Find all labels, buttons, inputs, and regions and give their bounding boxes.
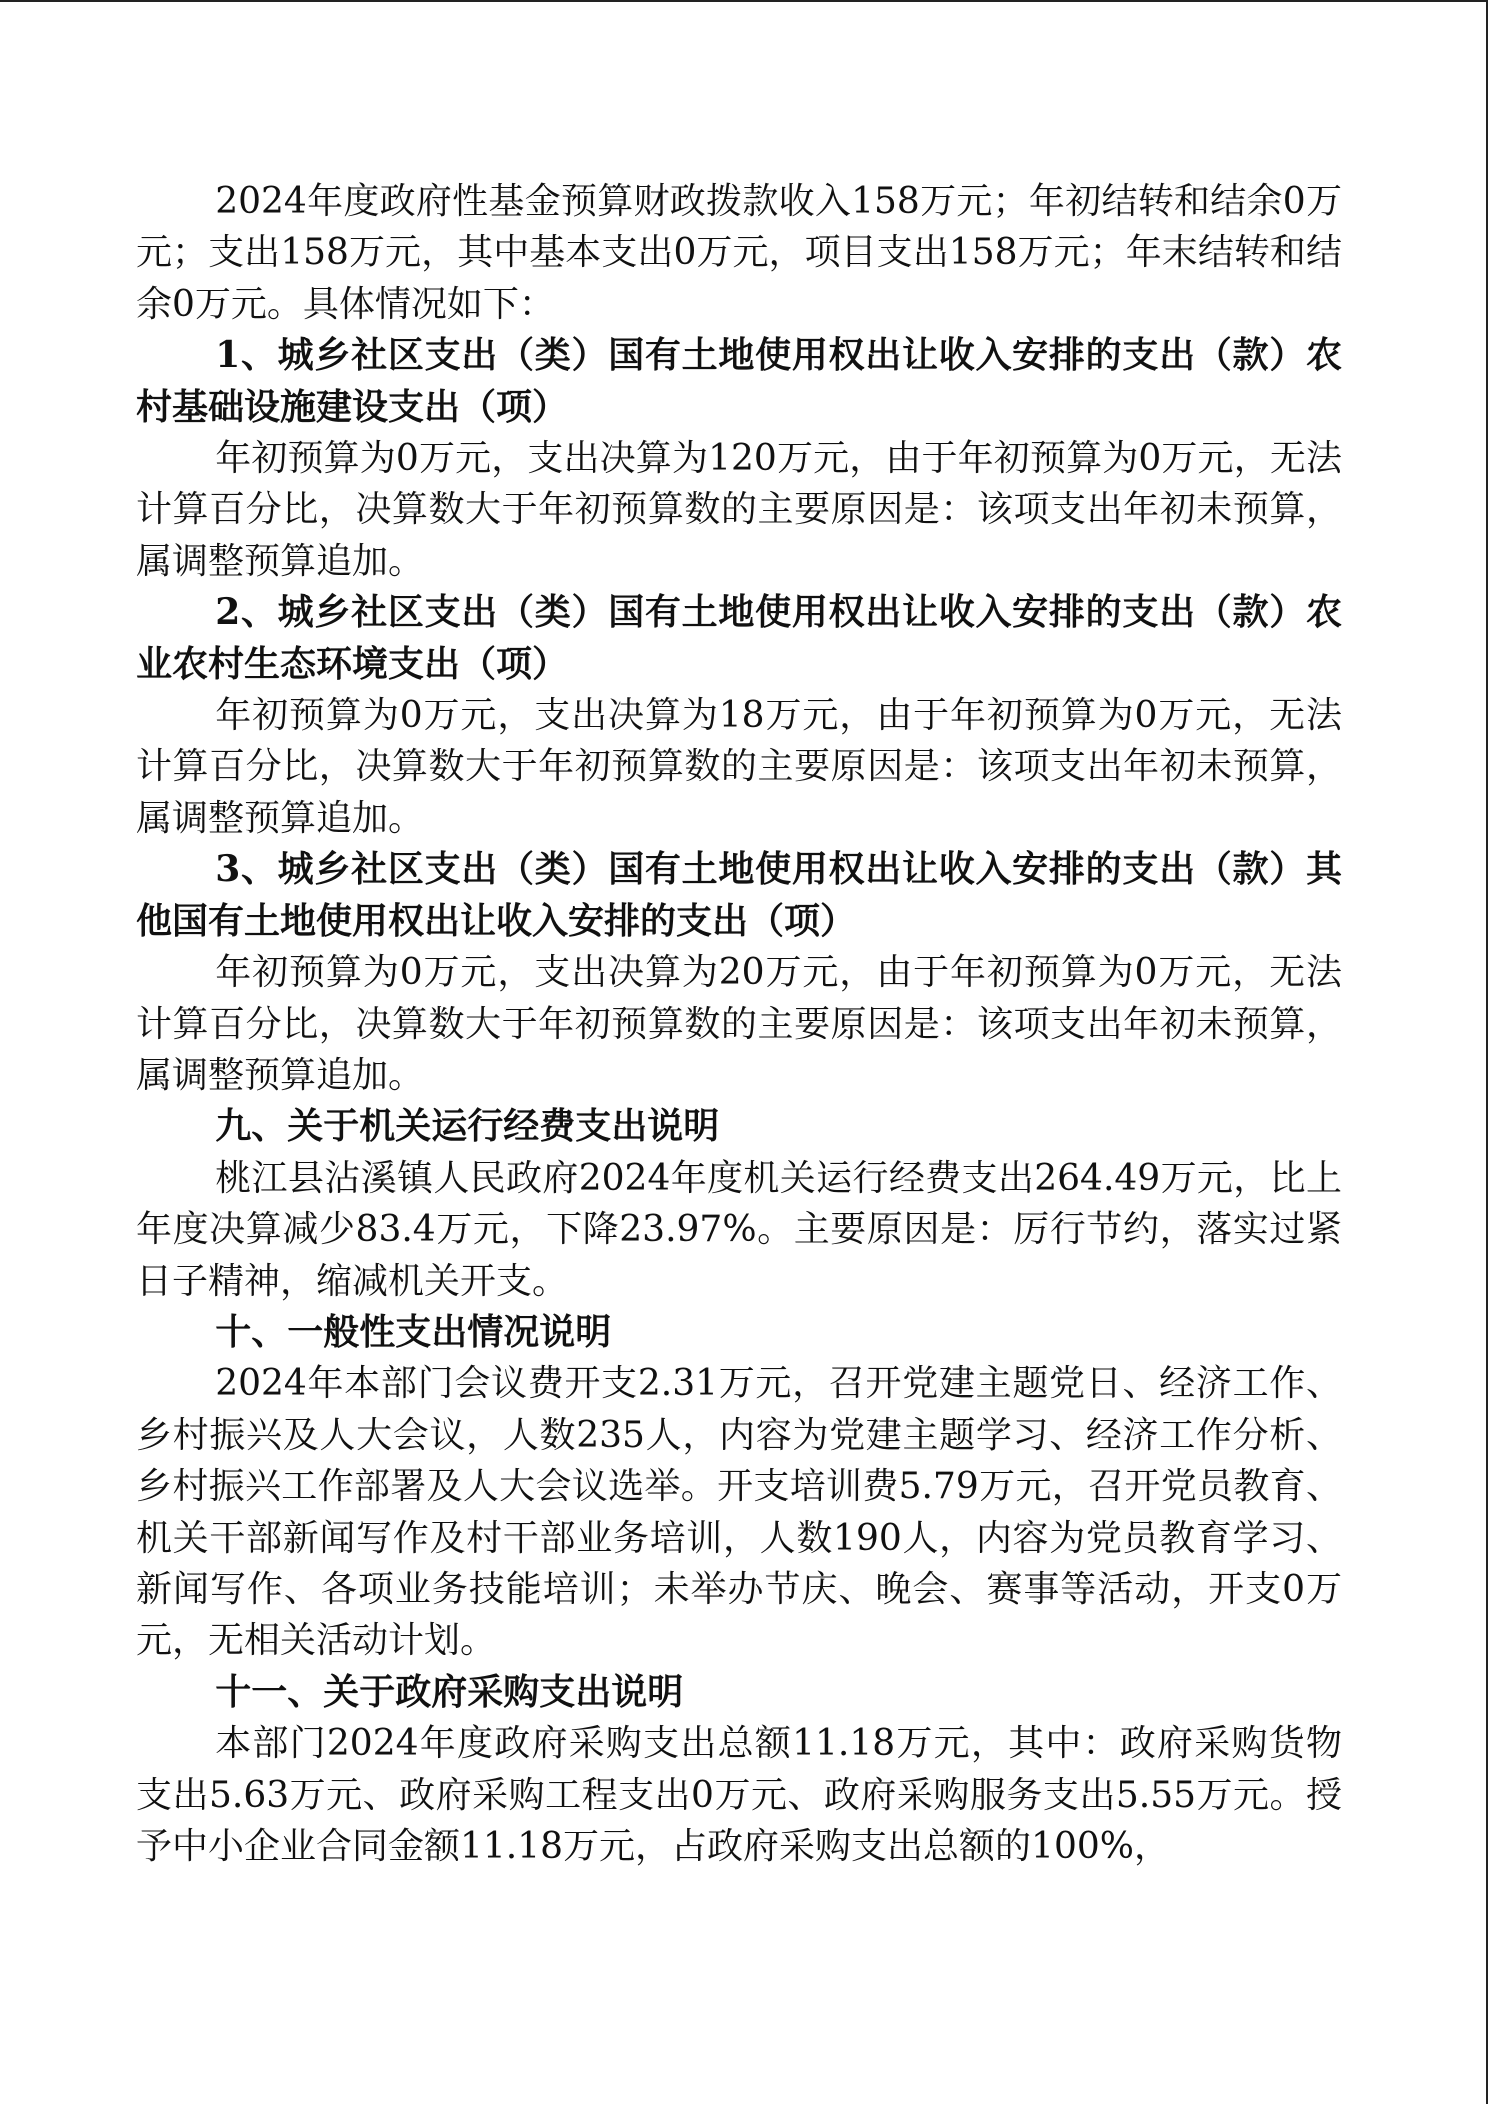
heading-section-10-general-expenditure: 十、一般性支出情况说明 <box>215 1310 612 1353</box>
paragraph-item-1-detail: 年初预算为0万元，支出决算为120万元，由于年初预算为0万元，无法计算百分比，决算数大于年初预算数的主要原因是：该项支出年初未预算，属调整预算追加。 <box>136 438 1342 582</box>
heading-section-11-procurement: 十一、关于政府采购支出说明 <box>215 1670 684 1713</box>
heading-item-2-ecological-environment: 2、城乡社区支出（类）国有土地使用权出让收入安排的支出（款）农业农村生态环境支出（项） <box>136 591 1342 685</box>
paragraph-section-11-detail: 本部门2024年度政府采购支出总额11.18万元，其中：政府采购货物支出5.63万元、政府采购工程支出0万元、政府采购服务支出5.55万元。授予中小企业合同金额11.18万元，占政府采购支出总额的100%， <box>136 1723 1342 1867</box>
heading-item-1-rural-infrastructure: 1、城乡社区支出（类）国有土地使用权出让收入安排的支出（款）农村基础设施建设支出（项） <box>136 334 1342 428</box>
paragraph-fund-budget-summary: 2024年度政府性基金预算财政拨款收入158万元；年初结转和结余0万元；支出158万元，其中基本支出0万元，项目支出158万元；年末结转和结余0万元。具体情况如下： <box>136 181 1342 325</box>
paragraph-section-10-detail: 2024年本部门会议费开支2.31万元，召开党建主题党日、经济工作、乡村振兴及人大会议，人数235人，内容为党建主题学习、经济工作分析、乡村振兴工作部署及人大会议选举。开支培训费5.79万元，召开党员教育、机关干部新闻写作及村干部业务培训，人数190人，内容为党员教育学习、新闻写作、各项业务技能培训；未举办节庆、晚会、赛事等活动，开支0万元，无相关活动计划。 <box>136 1363 1342 1662</box>
page-border-top <box>0 0 1488 2</box>
paragraph-section-9-detail: 桃江县沾溪镇人民政府2024年度机关运行经费支出264.49万元，比上年度决算减少83.4万元，下降23.97%。主要原因是：厉行节约，落实过紧日子精神，缩减机关开支。 <box>136 1157 1342 1302</box>
paragraph-item-2-detail: 年初预算为0万元，支出决算为18万元，由于年初预算为0万元，无法计算百分比，决算数大于年初预算数的主要原因是：该项支出年初未预算，属调整预算追加。 <box>136 695 1342 839</box>
heading-item-3-other-land-use: 3、城乡社区支出（类）国有土地使用权出让收入安排的支出（款）其他国有土地使用权出让收入安排的支出（项） <box>136 848 1342 942</box>
document-body <box>136 176 1342 1872</box>
paragraph-item-3-detail: 年初预算为0万元，支出决算为20万元，由于年初预算为0万元，无法计算百分比，决算数大于年初预算数的主要原因是：该项支出年初未预算，属调整预算追加。 <box>136 952 1342 1096</box>
heading-section-9-operating-expenses: 九、关于机关运行经费支出说明 <box>215 1105 720 1148</box>
